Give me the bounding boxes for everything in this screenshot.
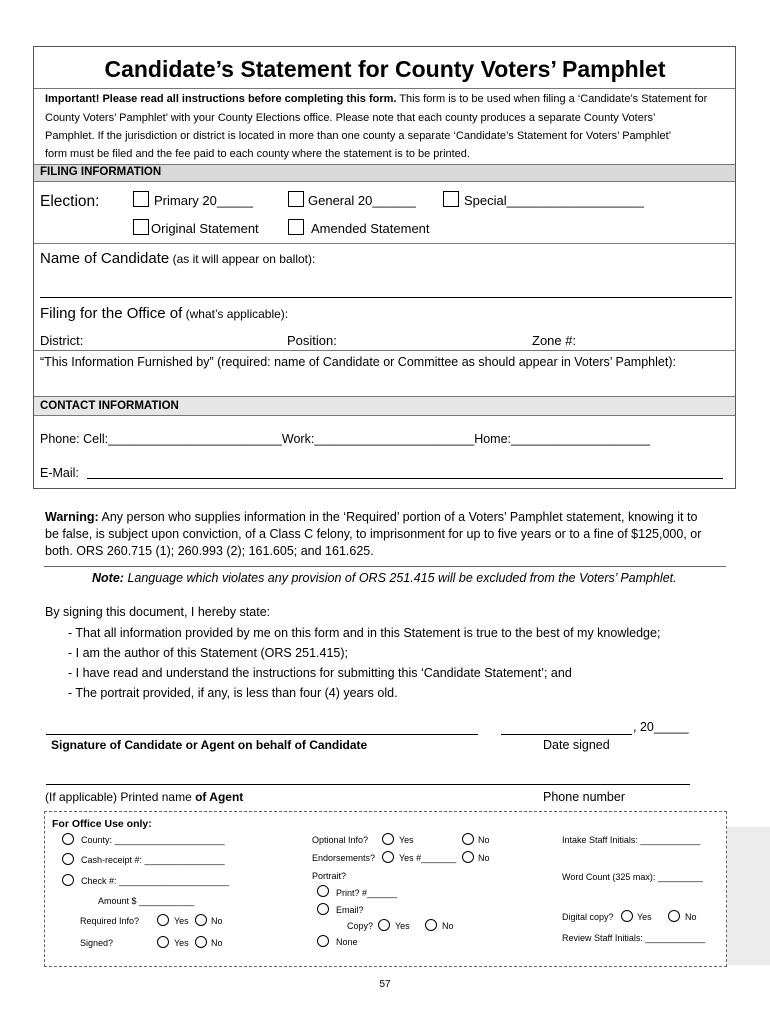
agent-name-label — [45, 790, 243, 804]
portrait-none-label: None — [336, 937, 358, 947]
signing-intro: By signing this document, I hereby state: — [45, 605, 271, 619]
optional-info-no-radio[interactable] — [462, 833, 474, 845]
signed-yes-radio[interactable] — [157, 936, 169, 948]
signature-label: Signature of Candidate or Agent on behalf of Candidate — [51, 738, 368, 752]
original-statement-checkbox[interactable] — [133, 219, 149, 235]
special-label: Special___________________ — [464, 193, 645, 208]
review-initials-field: Review Staff Initials: ____________ — [562, 933, 706, 943]
office-divider — [34, 350, 735, 351]
warning-line-1 — [45, 510, 697, 524]
agent-name-line[interactable] — [46, 784, 690, 785]
election-label: Election: — [40, 193, 100, 210]
office-use-side-shade — [727, 827, 770, 965]
signing-item-2: - I am the author of this Statement (ORS 251.415); — [68, 646, 348, 660]
email-label: E-Mail: — [40, 466, 79, 480]
general-label: General 20______ — [308, 193, 416, 208]
special-checkbox[interactable] — [443, 191, 459, 207]
portrait-label: Portrait? — [312, 871, 347, 881]
cash-receipt-field: Cash-receipt #: ________________ — [81, 855, 225, 865]
page-number: 57 — [379, 979, 391, 990]
filing-header-label: FILING INFORMATION — [40, 166, 162, 178]
general-checkbox[interactable] — [288, 191, 304, 207]
intro-line-3: Pamphlet. If the jurisdiction or district is located in more than one county a separate ‘Candidate’s Statement for Voters’ Pamphlet’ — [45, 130, 672, 142]
optional-info-yes-radio[interactable] — [382, 833, 394, 845]
word-count-field: Word Count (325 max): _________ — [562, 872, 703, 882]
agent-prefix: (If applicable) Printed name — [45, 790, 192, 804]
primary-label: Primary 20_____ — [154, 193, 253, 208]
original-statement-label: Original Statement — [151, 221, 259, 236]
furnished-by-label: “This Information Furnished by” (required: name of Candidate or Committee as should appear in Voters’ Pamphlet): — [40, 355, 676, 369]
copy-yes-label: Yes — [395, 921, 410, 931]
contact-header-label: CONTACT INFORMATION — [40, 400, 179, 412]
candidate-name-line[interactable] — [40, 297, 732, 298]
endorsements-yes-radio[interactable] — [382, 851, 394, 863]
signed-label: Signed? — [80, 938, 114, 948]
candidate-name-label — [40, 250, 315, 267]
signed-no-label: No — [211, 938, 223, 948]
district-label: District: — [40, 333, 84, 348]
endorsements-no-radio[interactable] — [462, 851, 474, 863]
office-label — [40, 305, 288, 322]
agent-bold: of Agent — [195, 790, 244, 804]
signed-yes-label: Yes — [174, 938, 189, 948]
portrait-none-radio[interactable] — [317, 935, 329, 947]
warning-text: Any person who supplies information in the ‘Required’ portion of a Voters’ Pamphlet statement, knowing it to — [101, 510, 698, 524]
election-divider — [34, 243, 735, 244]
optional-info-yes-label: Yes — [399, 835, 414, 845]
portrait-email-radio[interactable] — [317, 903, 329, 915]
county-radio[interactable] — [62, 833, 74, 845]
required-info-no-label: No — [211, 916, 223, 926]
position-label: Position: — [287, 333, 337, 348]
email-line[interactable] — [87, 478, 723, 479]
amended-statement-checkbox[interactable] — [288, 219, 304, 235]
primary-checkbox[interactable] — [133, 191, 149, 207]
amount-field: Amount $ ___________ — [98, 896, 195, 906]
office-title: Filing for the Office of — [40, 305, 183, 322]
county-field: County: ______________________ — [81, 835, 225, 845]
required-info-no-radio[interactable] — [195, 914, 207, 926]
signing-item-3: - I have read and understand the instructions for submitting this ‘Candidate Statement’; and — [68, 666, 572, 680]
office-use-header: For Office Use only: — [52, 818, 152, 830]
office-note: (what’s applicable): — [185, 307, 289, 321]
date-year-blank[interactable]: , 20_____ — [633, 720, 689, 734]
copy-no-label: No — [442, 921, 454, 931]
endorsements-label: Endorsements? — [312, 853, 376, 863]
endorsements-no-label: No — [478, 853, 490, 863]
signing-item-1: - That all information provided by me on this form and in this Statement is true to the best of my knowledge; — [68, 626, 661, 640]
date-signed-label: Date signed — [543, 738, 610, 752]
required-info-yes-label: Yes — [174, 916, 189, 926]
warning-line-2: be false, is subject upon conviction, of a Class C felony, to imprisonment for up to five years or to a fine of $125,000, or — [45, 527, 702, 541]
date-line[interactable] — [501, 734, 632, 735]
signing-item-4: - The portrait provided, if any, is less than four (4) years old. — [68, 686, 398, 700]
digital-copy-no-radio[interactable] — [668, 910, 680, 922]
copy-yes-radio[interactable] — [378, 919, 390, 931]
digital-copy-label: Digital copy? — [562, 912, 614, 922]
warning-divider — [44, 566, 726, 567]
warning-line-3: both. ORS 260.715 (1); 260.993 (2); 161.605; and 161.625. — [45, 544, 374, 558]
signature-line[interactable] — [46, 734, 478, 735]
amended-statement-label: Amended Statement — [311, 221, 430, 236]
check-field: Check #: ______________________ — [81, 876, 230, 886]
intro-line-4: form must be filed and the fee paid to each county where the statement is to be printed. — [45, 148, 470, 160]
candidate-name-title: Name of Candidate — [40, 250, 170, 267]
copy-label: Copy? — [347, 921, 374, 931]
title-divider — [34, 88, 735, 89]
warning-label: Warning: — [45, 510, 99, 524]
intro-line-1 — [45, 92, 707, 106]
required-info-label: Required Info? — [80, 916, 140, 926]
page-title: Candidate’s Statement for County Voters’ Pamphlet — [104, 56, 666, 82]
important-notice: Important! Please read all instructions before completing this form. — [45, 93, 397, 105]
intake-initials-field: Intake Staff Initials: ____________ — [562, 835, 701, 845]
required-info-yes-radio[interactable] — [157, 914, 169, 926]
optional-info-label: Optional Info? — [312, 835, 369, 845]
phone-fields[interactable]: Phone: Cell:_________________________Work:_______________________Home:____________________ — [40, 432, 651, 446]
copy-no-radio[interactable] — [425, 919, 437, 931]
signed-no-radio[interactable] — [195, 936, 207, 948]
check-radio[interactable] — [62, 874, 74, 886]
optional-info-no-label: No — [478, 835, 490, 845]
note-label: Note: — [92, 571, 124, 585]
note-text: Language which violates any provision of ORS 251.415 will be excluded from the Voters’ Pamphlet. — [127, 571, 677, 585]
portrait-print-radio[interactable] — [317, 885, 329, 897]
endorsements-yes-label: Yes #_______ — [399, 853, 457, 863]
digital-copy-yes-label: Yes — [637, 912, 652, 922]
phone-number-label: Phone number — [543, 790, 626, 804]
digital-copy-no-label: No — [685, 912, 697, 922]
portrait-email-label: Email? — [336, 905, 364, 915]
portrait-print-label: Print? #______ — [336, 888, 398, 898]
note-line — [92, 571, 677, 585]
intro-line-2: County Voters’ Pamphlet’ with your County Elections office. Please note that each county produces a separate County Voters’ — [45, 112, 656, 124]
intro-text: This form is to be used when filing a ‘Candidate’s Statement for — [399, 93, 708, 105]
digital-copy-yes-radio[interactable] — [621, 910, 633, 922]
candidate-name-note: (as it will appear on ballot): — [172, 252, 316, 266]
zone-label: Zone #: — [532, 333, 577, 348]
cash-receipt-radio[interactable] — [62, 853, 74, 865]
